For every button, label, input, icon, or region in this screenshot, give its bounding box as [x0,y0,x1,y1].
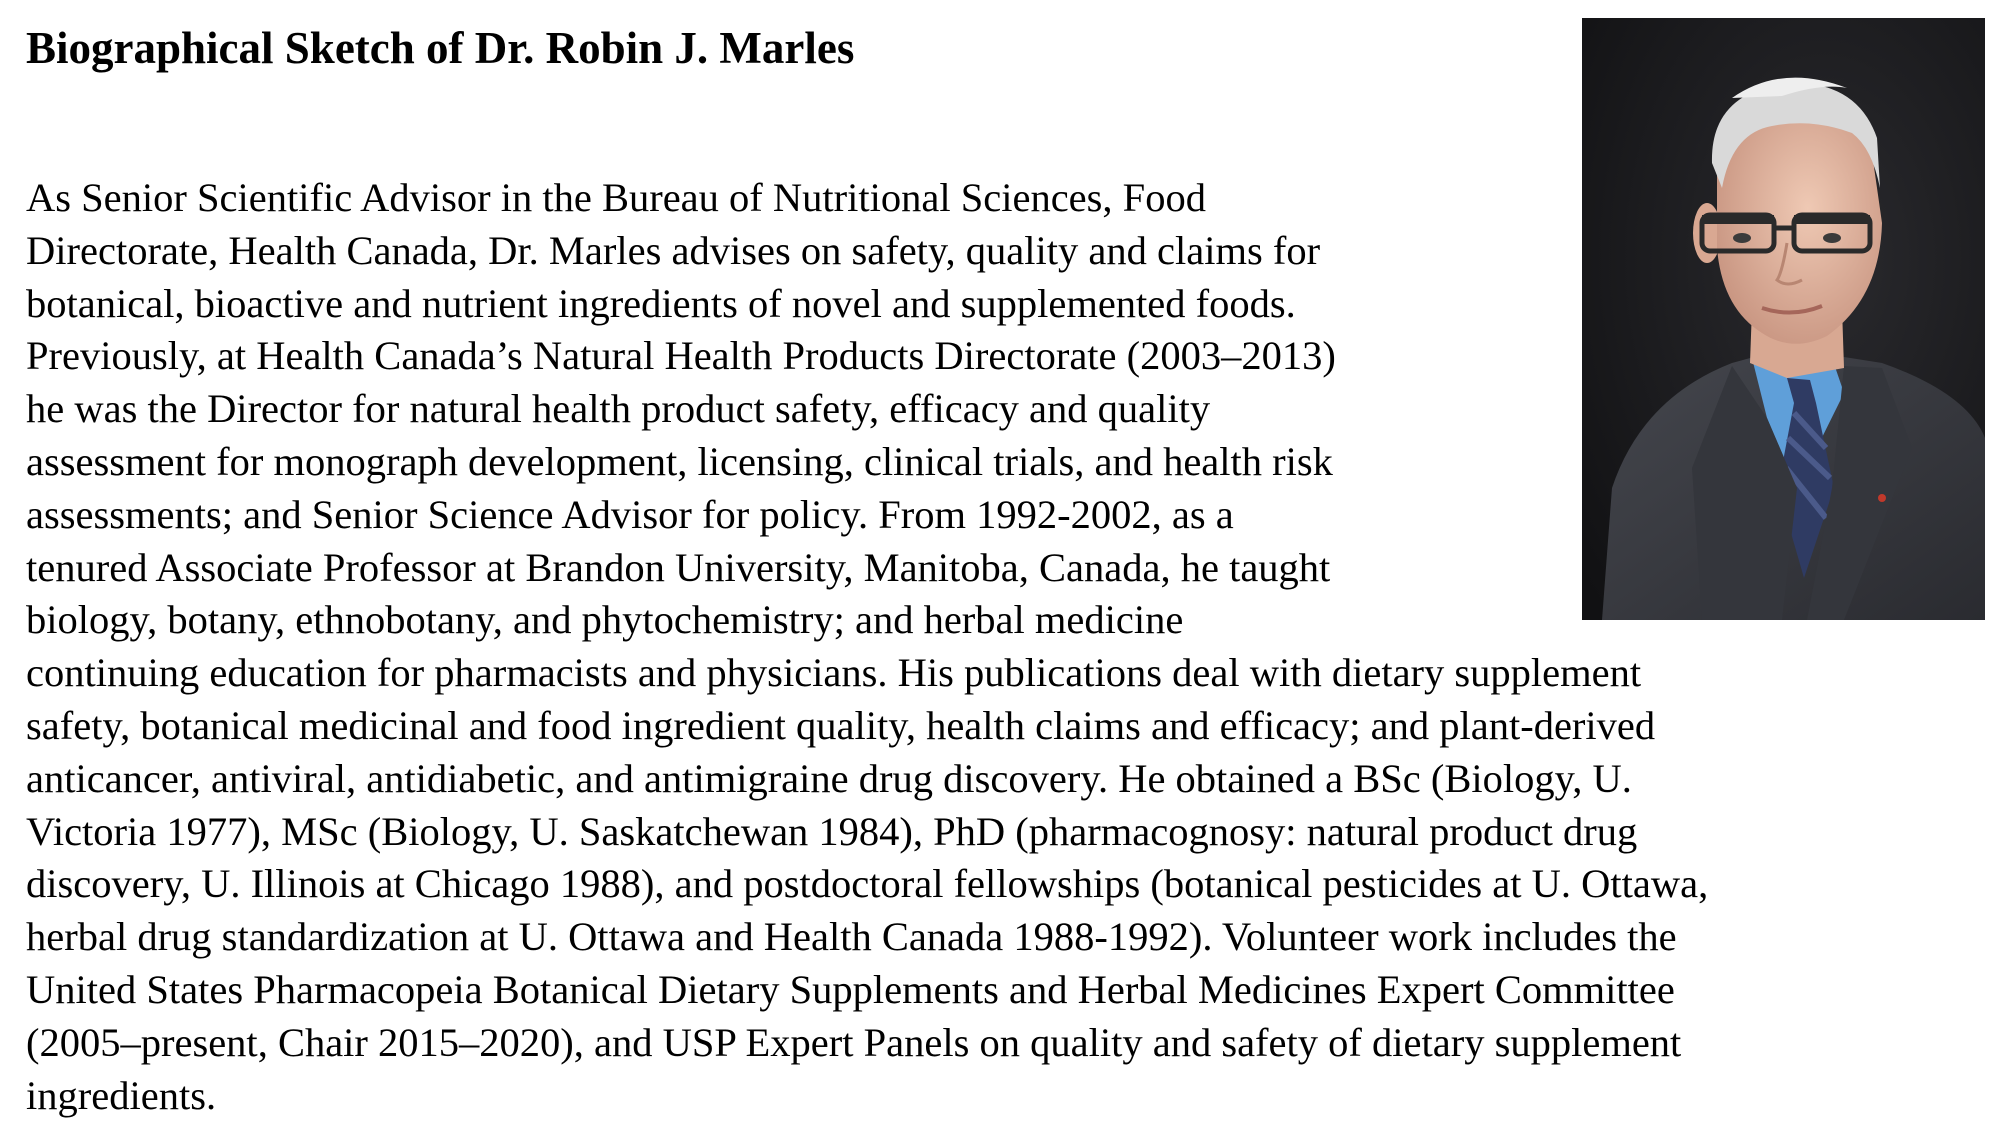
bio-line: he was the Director for natural health product safety, efficacy and quality [26,386,1211,432]
bio-line: Previously, at Health Canada’s Natural Health Products Directorate (2003–2013) [26,333,1336,379]
bio-line: assessments; and Senior Science Advisor for policy. From 1992-2002, as a [26,491,1234,537]
bio-line: (2005–present, Chair 2015–2020), and USP Expert Panels on quality and safety of dietary supplement [26,1019,1682,1065]
bio-line: continuing education for pharmacists and physicians. His publications deal with dietary supplement [26,650,1642,696]
bio-line: assessment for monograph development, licensing, clinical trials, and health risk [26,438,1333,484]
bio-line: United States Pharmacopeia Botanical Dietary Supplements and Herbal Medicines Expert Committee [26,966,1675,1012]
bio-line: discovery, U. Illinois at Chicago 1988), and postdoctoral fellowships (botanical pesticides at U. Ottawa, [26,861,1709,907]
biography-paragraph [26,172,1708,1122]
bio-line: botanical, bioactive and nutrient ingredients of novel and supplemented foods. [26,280,1296,326]
bio-line: Victoria 1977), MSc (Biology, U. Saskatchewan 1984), PhD (pharmacognosy: natural product drug [26,808,1638,854]
bio-line: herbal drug standardization at U. Ottawa and Health Canada 1988-1992). Volunteer work includes the [26,914,1677,960]
bio-line: safety, botanical medicinal and food ingredient quality, health claims and efficacy; and plant-derived [26,702,1656,748]
bio-line: tenured Associate Professor at Brandon University, Manitoba, Canada, he taught [26,544,1331,590]
document-title: Biographical Sketch of Dr. Robin J. Marles [26,23,855,73]
bio-line: biology, botany, ethnobotany, and phytochemistry; and herbal medicine [26,597,1184,643]
bio-line: anticancer, antiviral, antidiabetic, and antimigraine drug discovery. He obtained a BSc (Biology, U. [26,755,1632,801]
bio-line: As Senior Scientific Advisor in the Bureau of Nutritional Sciences, Food [26,175,1206,220]
bio-line: Directorate, Health Canada, Dr. Marles advises on safety, quality and claims for [26,227,1321,273]
bio-line: ingredients. [26,1072,217,1118]
